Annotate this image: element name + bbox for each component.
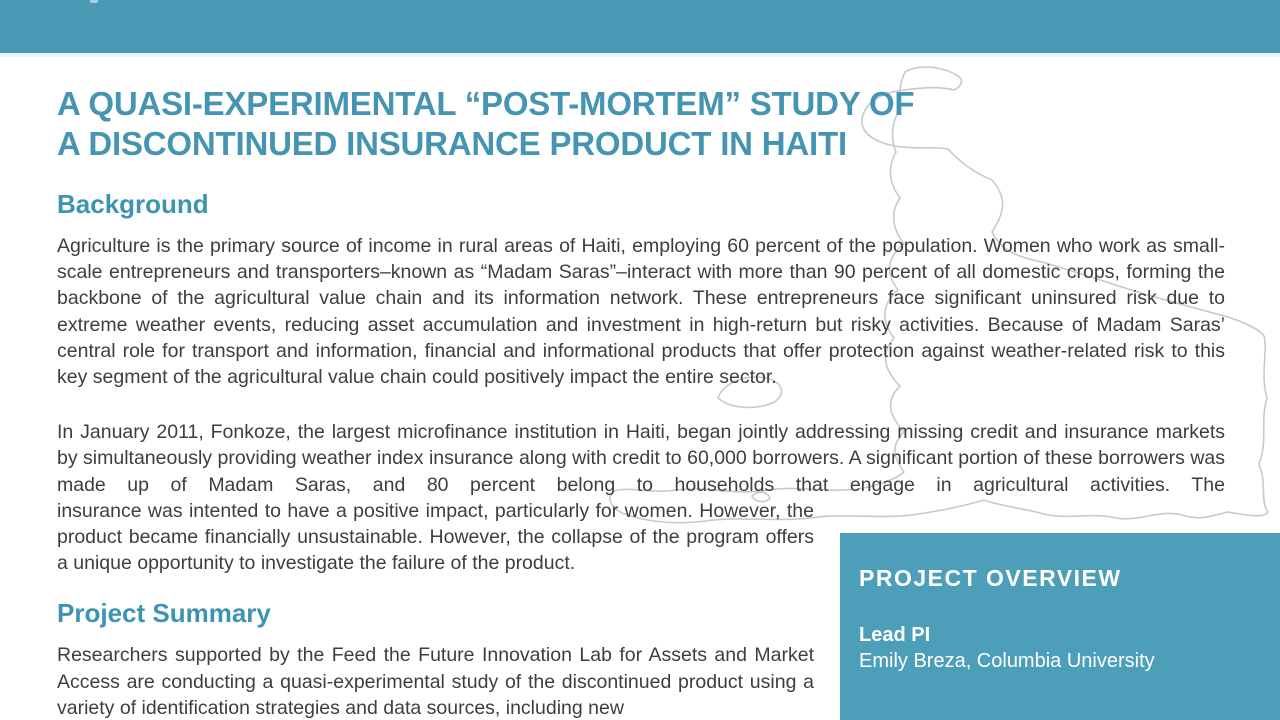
project-summary-paragraph: Researchers supported by the Feed the Future Innovation Lab for Assets and Market Access are conducting a quasi-experimental study of the discontinued product using a variety of identification strategies and data sources, including new [57,644,814,719]
section-heading-background: Background [57,189,209,219]
background-paragraph-2-narrow: insurance was intented to have a positive impact, particularly for women. However, the product became financially unsustainable. However, the collapse of the program offers a unique opportunity to investigate the failure of the product. [57,499,814,575]
project-overview-panel [840,533,1280,720]
project-overview-title: PROJECT OVERVIEW [859,565,1122,591]
header-bar [0,0,1280,57]
lead-pi-label: Lead PI [859,624,931,646]
lead-pi-value: Emily Breza, Columbia University [859,650,1155,672]
background-paragraph-2-wide: In January 2011, Fonkoze, the largest microfinance institution in Haiti, began jointly addressing missing credit and insurance markets by simultaneously providing weather index insurance along with credit to 60,000 borrowers. A significant portion of these borrowers was made up of Madam Saras, and 80 percent belong to households that engage in agricultural activities. The [57,421,1225,496]
cropped-logo-remnant [90,0,98,3]
section-heading-project-summary: Project Summary [57,598,271,629]
background-paragraph-1: Agriculture is the primary source of income in rural areas of Haiti, employing 60 percent of the population. Women who work as small-scale entrepreneurs and transporters–known as “Madam Saras”–interact with more than 90 percent of all domestic crops, forming the backbone of the agricultural value chain and its information network. These entrepreneurs face significant uninsured risk due to extreme weather events, reducing asset accumulation and investment in high-return but risky activities. Because of Madam Saras’ central role for transport and information, financial and informational products that offer protection against weather-related risk to this key segment of the agricultural value chain could positively impact the entire sector. [57,235,1225,389]
page-title-line2: A DISCONTINUED INSURANCE PRODUCT IN HAITI [57,125,847,162]
page-title-line1: A QUASI-EXPERIMENTAL “POST-MORTEM” STUDY OF [57,85,915,122]
page-title [57,84,1225,164]
